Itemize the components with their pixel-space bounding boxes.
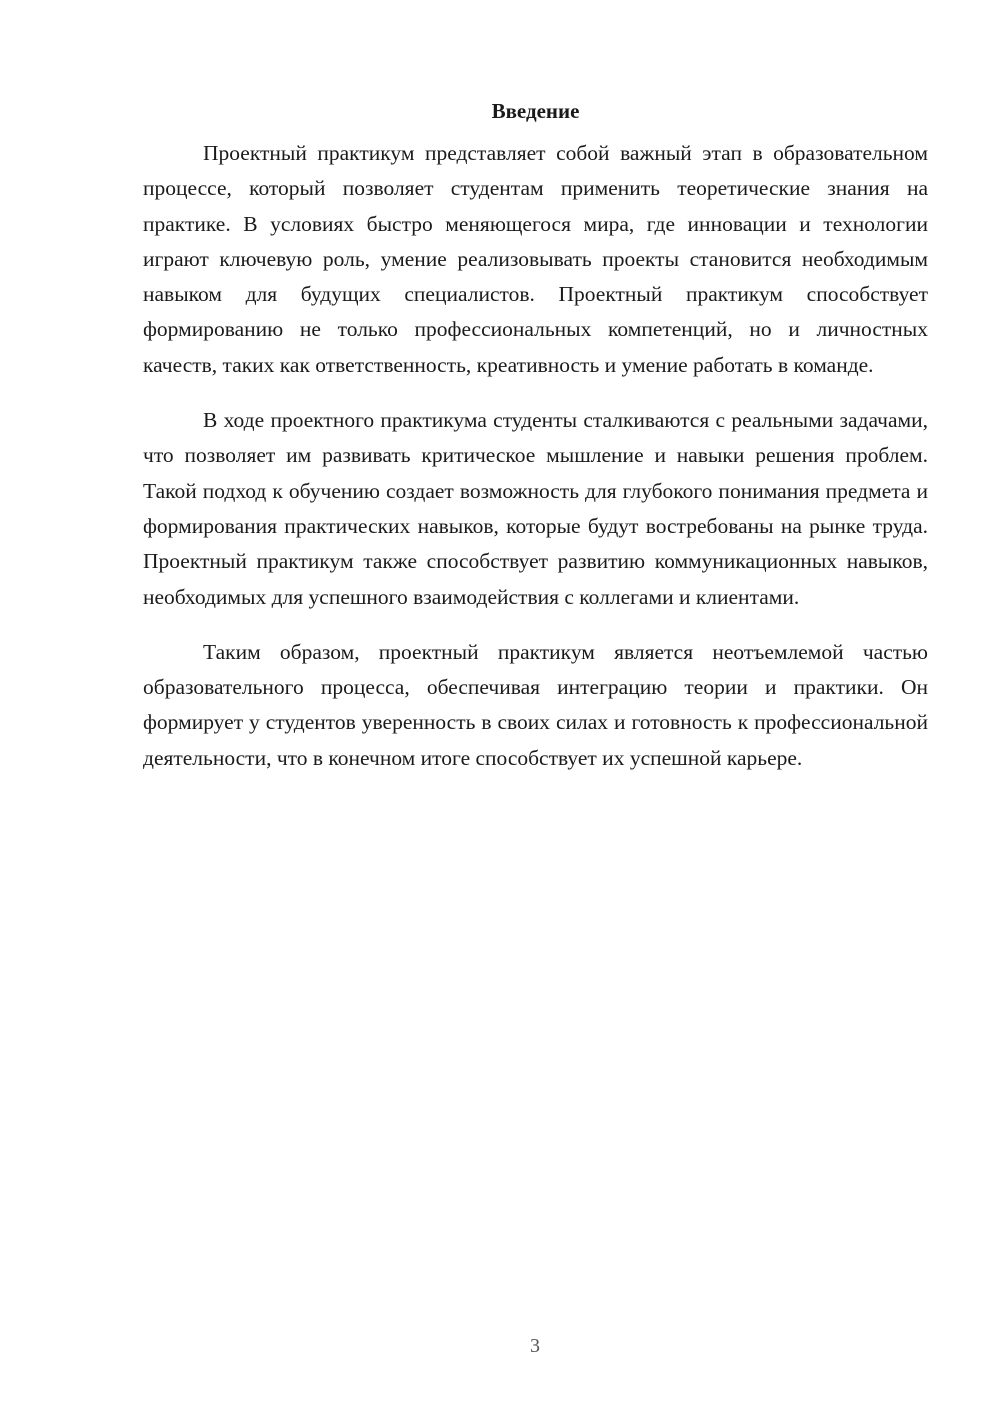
paragraph-1: Проектный практикум представляет собой важный этап в образовательном процессе, который позволяет студентам применить теоретические знания на практике. В условиях быстро меняющегося мира, где инновации и технологии играют ключевую роль, умение реализовывать проекты становится необходимым навыком для будущих специалистов. Проектный практикум способствует формированию не только профессиональных компетенций, но и личностных качеств, таких как ответственность, креативность и умение работать в команде.	[143, 141, 928, 377]
paragraph-2: В ходе проектного практикума студенты сталкиваются с реальными задачами, что позволяет им развивать критическое мышление и навыки решения проблем. Такой подход к обучению создает возможность для глубокого понимания предмета и формирования практических навыков, которые будут востребованы на рынке труда. Проектный практикум также способствует развитию коммуникационных навыков, необходимых для успешного взаимодействия с коллегами и клиентами.	[143, 408, 928, 609]
section-heading: Введение	[491, 99, 580, 123]
document-body	[143, 96, 928, 796]
page-number: 3	[530, 1335, 540, 1357]
paragraph-3: Таким образом, проектный практикум является неотъемлемой частью образовательного процесса, обеспечивая интеграцию теории и практики. Он формирует у студентов уверенность в своих силах и готовность к профессиональной деятельности, что в конечном итоге способствует их успешной карьере.	[143, 639, 928, 770]
